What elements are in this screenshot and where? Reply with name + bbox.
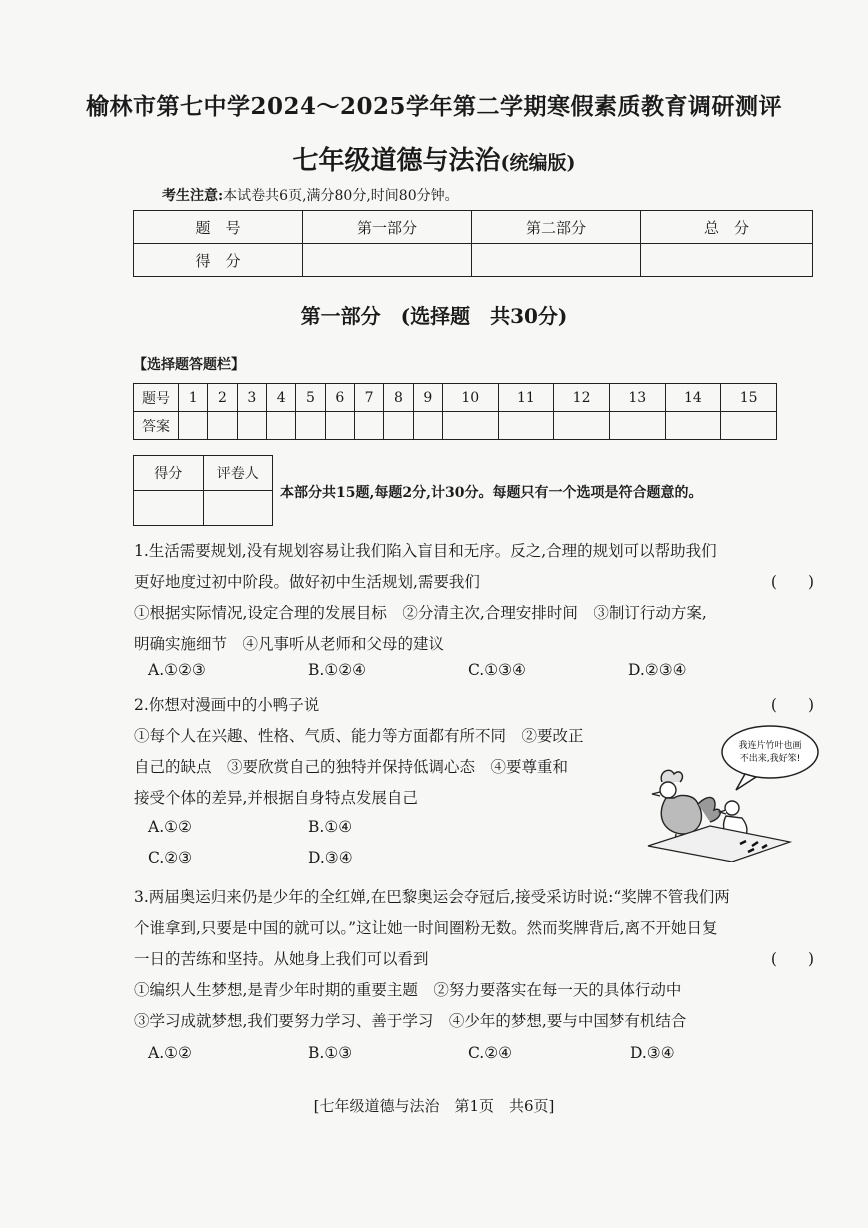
answer-paren[interactable]: ( ): [770, 573, 814, 591]
question-statements: ①每个人在兴趣、性格、气质、能力等方面都有所不同 ②要改正: [134, 727, 584, 745]
answer-grid-cell[interactable]: [296, 412, 325, 440]
score-input-cell[interactable]: [641, 244, 813, 277]
answer-grid-number: 2: [208, 384, 237, 412]
answer-grid-number: 7: [354, 384, 383, 412]
question-statements: 接受个体的差异,并根据自身特点发展自己: [134, 789, 418, 807]
question-statements: 自己的缺点 ③要欣赏自己的独特并保持低调心态 ④要尊重和: [134, 758, 569, 776]
answer-grid-cell[interactable]: [208, 412, 237, 440]
score-cell: 总 分: [641, 211, 813, 244]
question-text-line: [134, 690, 824, 721]
notice-label: 考生注意:: [162, 188, 224, 204]
answer-grid-cell[interactable]: [665, 412, 721, 440]
paper-icon: [648, 826, 790, 862]
answer-grid-number: 4: [266, 384, 295, 412]
answer-grid-number: 5: [296, 384, 325, 412]
answer-grid-number: 3: [237, 384, 266, 412]
score-cell: 第二部分: [472, 211, 641, 244]
answer-paren[interactable]: ( ): [770, 950, 814, 968]
score-table-score-row: [134, 244, 813, 277]
question-text-line: [134, 944, 824, 975]
grader-input-row: [134, 491, 273, 526]
answer-grid-number: 12: [554, 384, 610, 412]
option-b[interactable]: B.①④: [308, 818, 353, 836]
answer-grid-cell[interactable]: [442, 412, 498, 440]
question-3: [134, 882, 824, 1037]
grader-box: [133, 455, 273, 526]
answer-grid-number: 11: [498, 384, 554, 412]
option-c[interactable]: C.②④: [468, 1044, 513, 1062]
part1-instructions: 本部分共15题,每题2分,计30分。每题只有一个选项是符合题意的。: [280, 485, 703, 501]
edition-label: (统编版): [500, 152, 576, 174]
answer-box-label: 【选择题答题栏】: [133, 357, 245, 373]
exam-school-title: 榆林市第七中学2024～2025学年第二学期寒假素质教育调研测评: [85, 93, 783, 120]
score-input-cell[interactable]: [303, 244, 472, 277]
question-statements: ①根据实际情况,设定合理的发展目标 ②分清主次,合理安排时间 ③制订行动方案,: [134, 604, 707, 622]
grader-score-input[interactable]: [134, 491, 204, 526]
option-b[interactable]: B.①②④: [308, 661, 367, 679]
score-input-cell[interactable]: [472, 244, 641, 277]
option-d[interactable]: D.③④: [308, 849, 353, 867]
question-1: [134, 536, 824, 660]
answer-grid-label: 题号: [134, 384, 179, 412]
answer-grid-cell[interactable]: [266, 412, 295, 440]
grader-score-label: 得分: [134, 456, 204, 491]
answer-grid-number: 8: [384, 384, 413, 412]
question-statements: ③学习成就梦想,我们要努力学习、善于学习 ④少年的梦想,要与中国梦有机结合: [134, 1012, 687, 1030]
option-a[interactable]: A.①②: [148, 818, 192, 836]
answer-grid-number-row: [134, 384, 777, 412]
question-text: 3.两届奥运归来仍是少年的全红婵,在巴黎奥运会夺冠后,接受采访时说:“奖牌不管我们两: [134, 888, 730, 906]
page-footer: [七年级道德与法治 第1页 共6页]: [313, 1097, 555, 1115]
question-text: 1.生活需要规划,没有规划容易让我们陷入盲目和无序。反之,合理的规划可以帮助我们: [134, 542, 717, 560]
answer-grid: [133, 383, 777, 440]
score-cell: 第一部分: [303, 211, 472, 244]
exam-subject-title: [0, 140, 868, 177]
answer-grid-label: 答案: [134, 412, 179, 440]
score-cell: 题 号: [134, 211, 303, 244]
part1-heading: 第一部分 (选择题 共30分): [300, 304, 568, 328]
score-table-header-row: [134, 211, 813, 244]
option-a[interactable]: A.①②③: [148, 661, 206, 679]
notice-text: 本试卷共6页,满分80分,时间80分钟。: [223, 188, 459, 204]
answer-grid-cell[interactable]: [554, 412, 610, 440]
answer-grid-cell[interactable]: [325, 412, 354, 440]
option-a[interactable]: A.①②: [148, 1044, 192, 1062]
grader-name-input[interactable]: [203, 491, 273, 526]
answer-grid-cell[interactable]: [179, 412, 208, 440]
option-c[interactable]: C.②③: [148, 849, 193, 867]
answer-grid-cell[interactable]: [498, 412, 554, 440]
question-statements: 明确实施细节 ④凡事听从老师和父母的建议: [134, 635, 445, 653]
question-text: 更好地度过初中阶段。做好初中生活规划,需要我们: [134, 573, 480, 591]
answer-grid-cell[interactable]: [721, 412, 777, 440]
speech-bubble-line2: 不出来,我好笨!: [739, 754, 801, 764]
option-b[interactable]: B.①③: [308, 1044, 353, 1062]
option-c[interactable]: C.①③④: [468, 661, 526, 679]
grader-name-label: 评卷人: [203, 456, 273, 491]
grader-header-row: [134, 456, 273, 491]
answer-grid-cell[interactable]: [237, 412, 266, 440]
answer-grid-cell[interactable]: [384, 412, 413, 440]
answer-grid-number: 9: [413, 384, 442, 412]
score-table: [133, 210, 813, 277]
answer-grid-number: 13: [609, 384, 665, 412]
score-cell: 得 分: [134, 244, 303, 277]
speech-bubble-icon: [722, 726, 818, 778]
option-d[interactable]: D.③④: [630, 1044, 675, 1062]
question-text: 个谁拿到,只要是中国的就可以。”这让她一时间圈粉无数。然而奖牌背后,离不开她日复: [134, 919, 718, 937]
answer-grid-number: 15: [721, 384, 777, 412]
duck-cartoon-illustration: [640, 722, 820, 862]
answer-grid-cell[interactable]: [609, 412, 665, 440]
subject-name: 七年级道德与法治: [292, 146, 501, 176]
answer-grid-number: 14: [665, 384, 721, 412]
answer-grid-cell[interactable]: [354, 412, 383, 440]
answer-grid-number: 6: [325, 384, 354, 412]
speech-bubble-line1: 我连片竹叶也画: [738, 741, 802, 751]
question-text: 2.你想对漫画中的小鸭子说: [134, 696, 320, 714]
exam-notice: [162, 185, 459, 205]
answer-grid-answer-row: [134, 412, 777, 440]
answer-grid-number: 10: [442, 384, 498, 412]
answer-grid-number: 1: [179, 384, 208, 412]
answer-paren[interactable]: ( ): [770, 696, 814, 714]
question-statements: ①编织人生梦想,是青少年时期的重要主题 ②努力要落实在每一天的具体行动中: [134, 981, 682, 999]
option-d[interactable]: D.②③④: [628, 661, 687, 679]
answer-grid-cell[interactable]: [413, 412, 442, 440]
question-text: 一日的苦练和坚持。从她身上我们可以看到: [134, 950, 429, 968]
question-text-line: [134, 567, 824, 598]
